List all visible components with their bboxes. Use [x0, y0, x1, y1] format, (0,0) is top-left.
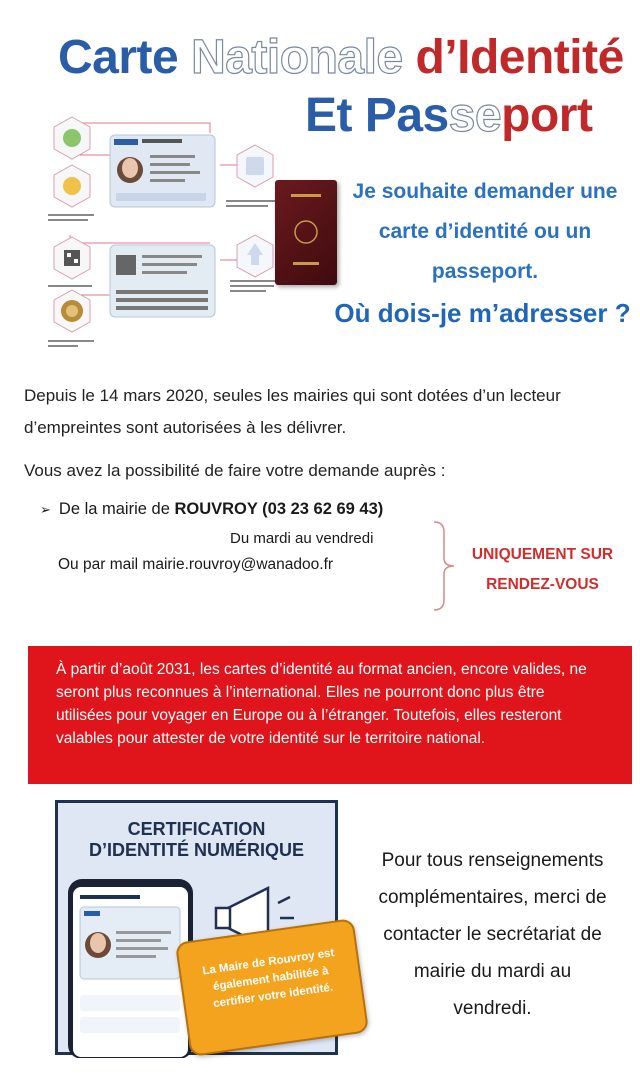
subtitle-part-2: se — [448, 89, 502, 142]
info-line-3: contacter le secrétariat de — [383, 924, 602, 945]
passport-image — [275, 180, 337, 285]
question-line-1: Je souhaite demander une — [352, 180, 618, 203]
question-heading: Où dois-je m’adresser ? — [334, 298, 631, 328]
contact-prefix: De la mairie de — [58, 500, 175, 518]
info-line-5: vendredi. — [453, 998, 532, 1019]
title-part-nationale: Nationale — [191, 31, 403, 84]
body-line-1: Depuis le 14 mars 2020, seules les mairies qui sont dotées d’un lecteur — [24, 386, 561, 405]
certification-badge-text: La Maire de Rouvroy est également habilitée à certifier votre identité. — [201, 947, 336, 1011]
question-text — [340, 172, 630, 292]
notice-text: À partir d’août 2031, les cartes d’identité au format ancien, encore valides, ne seront plus reconnues à l’international. Elles ne pourront donc plus être utilisées pour voyager en Europe ou à l’étranger. Toutefois, elles resteront valables pour attester de votre identité sur le territoire national. — [56, 661, 587, 747]
body-line-2: d’empreintes sont autorisées à les délivrer. — [24, 418, 347, 437]
certification-title-line-1: CERTIFICATION — [127, 819, 266, 839]
appointment-notice — [455, 540, 630, 600]
question-line-2: carte d’identité ou un — [378, 220, 592, 243]
security-feature-icons — [54, 117, 90, 332]
page-title — [58, 30, 624, 85]
arrow-bullet-icon: ➢ — [40, 502, 51, 517]
contact-hours: Du mardi au vendredi — [230, 530, 374, 547]
certification-title-line-2: D’IDENTITÉ NUMÉRIQUE — [88, 840, 304, 860]
contact-mail: Ou par mail mairie.rouvroy@wanadoo.fr — [58, 556, 334, 573]
appointment-line-2: RENDEZ-VOUS — [486, 576, 599, 593]
info-text — [350, 842, 635, 1027]
appointment-line-1: UNIQUEMENT SUR — [471, 546, 614, 563]
id-card-back — [110, 245, 215, 317]
title-part-identite: d’Identité — [402, 31, 624, 84]
subtitle-part-1: Et Pas — [305, 89, 449, 142]
id-card-front — [110, 135, 215, 207]
info-line-2: complémentaires, merci de — [378, 887, 607, 908]
body-line-3: Vous avez la possibilité de faire votre demande auprès : — [24, 461, 446, 480]
page-subtitle — [305, 88, 592, 143]
title-part-carte: Carte — [58, 31, 192, 84]
contact-phone: ROUVROY (03 23 62 69 43) — [174, 500, 384, 518]
info-line-4: mairie du mardi au — [413, 961, 572, 982]
contact-bullet — [40, 500, 383, 519]
question-line-3: passeport. — [431, 260, 539, 283]
info-line-1: Pour tous renseignements — [381, 850, 604, 871]
notice-box — [28, 646, 632, 784]
subtitle-part-3: port — [501, 89, 593, 142]
